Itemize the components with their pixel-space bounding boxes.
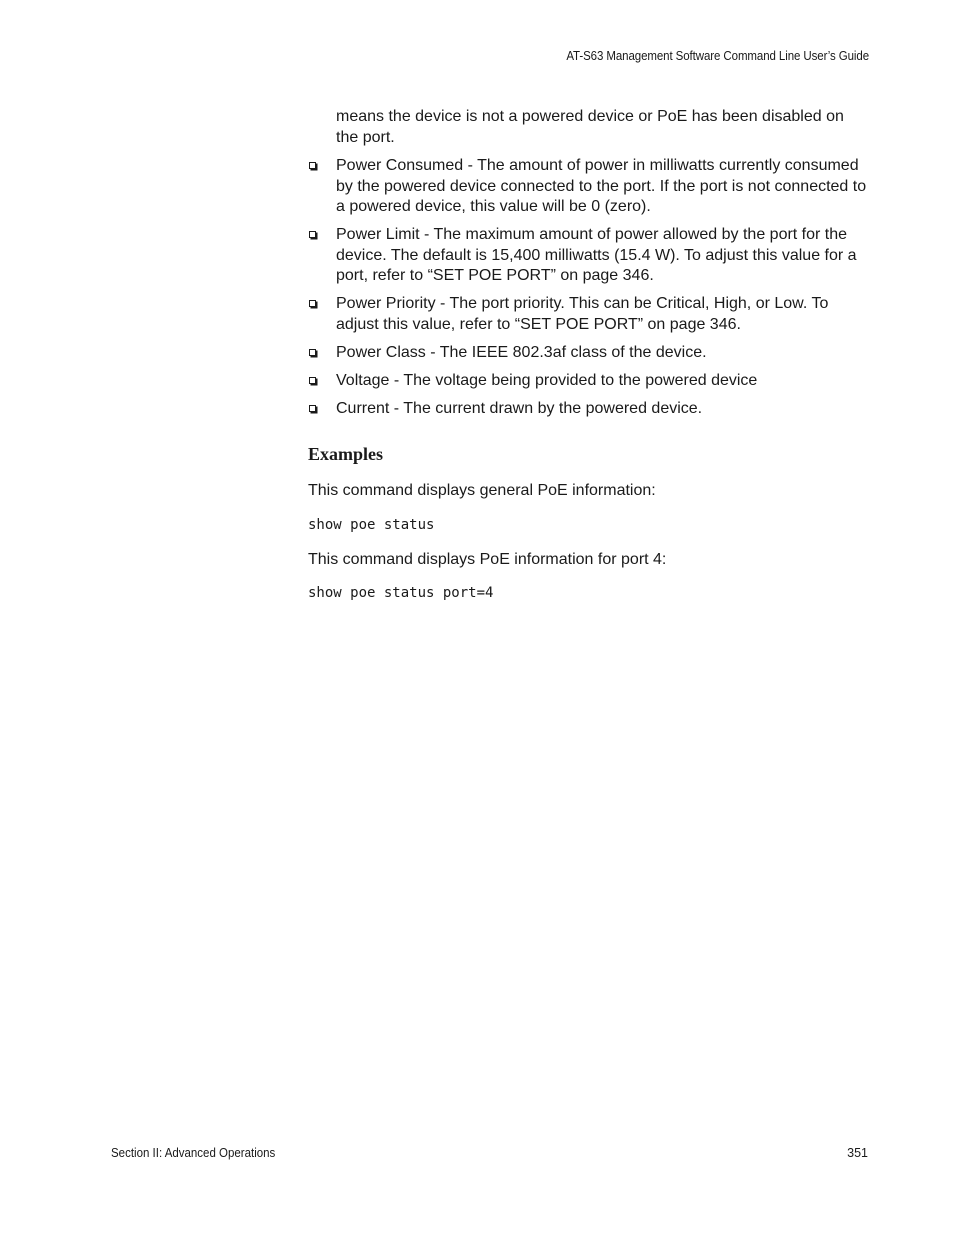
checkbox-bullet-icon — [309, 300, 316, 307]
list-item-text: Power Class - The IEEE 802.3af class of the device. — [336, 343, 707, 361]
example-description: This command displays PoE information for port 4: — [308, 550, 667, 568]
page-content — [308, 107, 868, 602]
page-number: 351 — [847, 1146, 868, 1160]
checkbox-bullet-icon — [309, 405, 316, 412]
list-item — [308, 343, 868, 364]
example-command: show poe status — [308, 516, 435, 533]
list-item-text: Power Consumed - The amount of power in milliwatts currently consumed by the powered device connected to the port. If the port is not connected to a powered device, this value will be 0 (zero). — [336, 157, 867, 215]
list-item — [308, 225, 868, 287]
field-description-list — [308, 156, 868, 419]
checkbox-bullet-icon — [309, 231, 316, 238]
checkbox-bullet-icon — [309, 162, 316, 169]
list-item — [308, 294, 868, 335]
example-command: show poe status port=4 — [308, 585, 494, 601]
continuation-text: means the device is not a powered device or PoE has been disabled on the port. — [336, 108, 844, 146]
examples-heading: Examples — [308, 444, 384, 464]
list-item-text: Power Priority - The port priority. This can be Critical, High, or Low. To adjust this value, refer to “SET POE PORT” on page 346. — [336, 295, 829, 333]
footer-section-title: Section II: Advanced Operations — [111, 1146, 276, 1160]
list-item — [308, 399, 868, 420]
checkbox-bullet-icon — [309, 377, 316, 384]
running-header: AT-S63 Management Software Command Line User’s Guide — [566, 49, 869, 63]
list-item-text: Power Limit - The maximum amount of power allowed by the port for the device. The default is 15,400 milliwatts (15.4 W). To adjust this value for a port, refer to “SET POE PORT” on page 346. — [336, 226, 857, 284]
list-item-text: Current - The current drawn by the powered device. — [336, 399, 703, 417]
list-item — [308, 371, 868, 392]
checkbox-bullet-icon — [309, 349, 316, 356]
list-item-text: Voltage - The voltage being provided to the powered device — [336, 371, 758, 389]
list-item — [308, 156, 868, 218]
example-description: This command displays general PoE information: — [308, 482, 656, 499]
